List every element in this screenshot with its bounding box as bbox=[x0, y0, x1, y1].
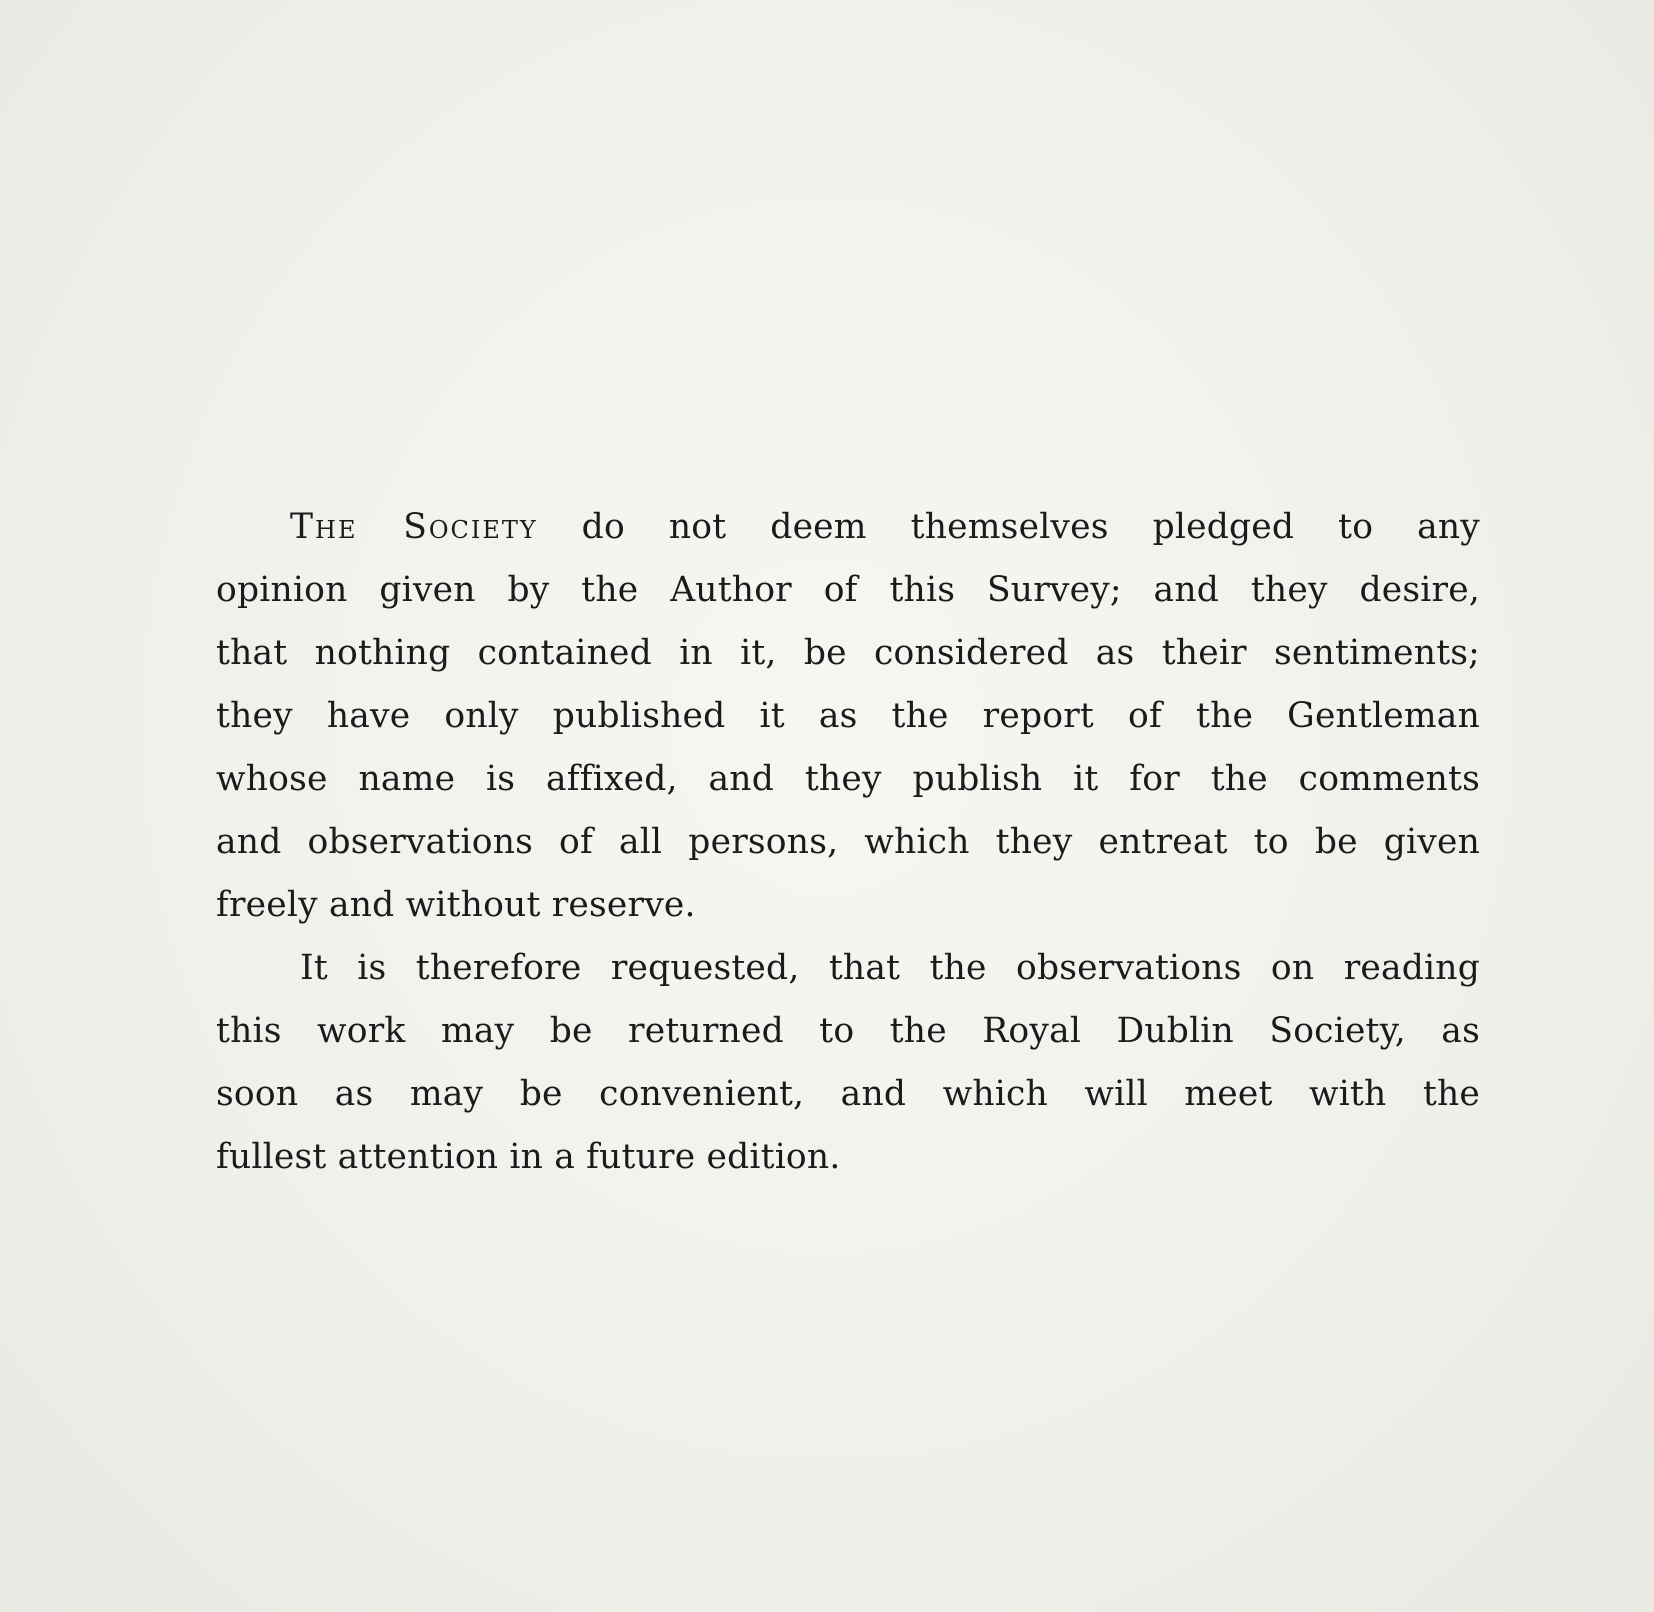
text-line: whose name is affixed, and they publish it for the comments bbox=[216, 759, 1480, 799]
text-line: freely and without reserve. bbox=[216, 885, 696, 925]
text-line: they have only published it as the report of the Gentleman bbox=[216, 696, 1480, 736]
text-line: opinion given by the Author of this Survey; and they desire, bbox=[216, 570, 1480, 610]
text-line: and observations of all persons, which they entreat to be given bbox=[216, 822, 1480, 862]
text-line: that nothing contained in it, be considered as their sentiments; bbox=[216, 633, 1480, 673]
text-line: soon as may be convenient, and which will meet with the bbox=[216, 1074, 1480, 1114]
text-line: fullest attention in a future edition. bbox=[216, 1137, 841, 1177]
text-line: The Society do not deem themselves pledged to any bbox=[290, 507, 1481, 547]
society-notice bbox=[216, 496, 1480, 1189]
notice-paragraph-2 bbox=[216, 937, 1480, 1189]
text-line: It is therefore requested, that the observations on reading bbox=[300, 948, 1480, 988]
notice-paragraph-1 bbox=[216, 496, 1480, 937]
text-line: this work may be returned to the Royal Dublin Society, as bbox=[216, 1011, 1480, 1051]
society-lead: The Society bbox=[290, 507, 538, 547]
